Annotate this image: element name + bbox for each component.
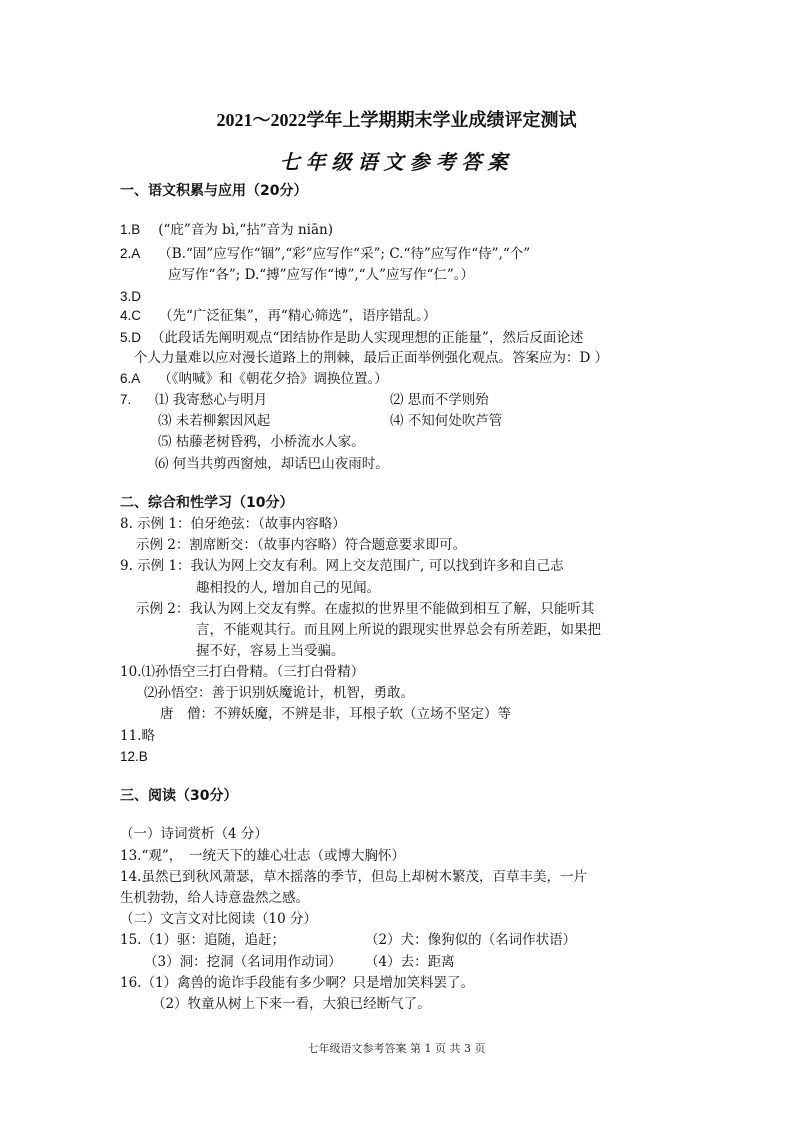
answer-15-1: 15.（1）驱：追随，追赶； (120, 932, 286, 948)
section-heading-3: 三、阅读（30分） (120, 788, 238, 804)
answer-16-1: 16.（1）禽兽的诡诈手段能有多少啊？只是增加笑料罢了。 (120, 975, 475, 991)
answer-2: 2.A （B.“固”应写作“锢”,“彩”应写作“采”; C.“待”应写作“侍”,“个” (120, 246, 531, 262)
answer-4: 4.C （先“广泛征集”，再“精心筛选”，语序错乱。） (120, 308, 437, 324)
answer-7-2: ⑵ 思而不学则殆 (390, 392, 489, 408)
answer-7-3: ⑶ 未若柳絮因风起 (158, 413, 271, 429)
answer-7-1: ⑴ 我寄愁心与明月 (155, 392, 268, 408)
document-subtitle: 七年级语文参考答案 (279, 150, 514, 174)
answer-14-continued: 生机勃勃，给人诗意盎然之感。 (120, 890, 309, 906)
subsection-poetry: （一）诗词赏析（4 分） (120, 826, 268, 842)
answer-6: 6.A （《呐喊》和《朝花夕拾》调换位置。） (120, 371, 388, 387)
answer-3: 3.D (120, 289, 142, 304)
answer-15-4: （4）去：距离 (365, 954, 455, 970)
document-title: 2021～2022学年上学期期末学业成绩评定测试 (216, 110, 577, 130)
answer-9-example-1: 9. 示例 1：我认为网上交友有利。网上交友范围广, 可以找到许多和自己志 (120, 558, 564, 574)
answer-8-example-1: 8. 示例 1：伯牙绝弦：（故事内容略） (120, 516, 346, 532)
answer-13: 13.“观”， 一统天下的雄心壮志（或博大胸怀） (120, 848, 406, 864)
answer-9-example-2-cont1: 言，不能观其行。而且网上所说的跟现实世界总会有所差距，如果把 (196, 622, 601, 638)
answer-14: 14.虽然已到秋风萧瑟，草木摇落的季节，但岛上却树木繁茂，百草丰美，一片 (120, 869, 587, 885)
page-footer: 七年级语文参考答案 第 1 页 共 3 页 (307, 1042, 486, 1055)
answer-10-1: 10.⑴孙悟空三打白骨精。（三打白骨精） (120, 664, 365, 680)
section-heading-2: 二、综合和性学习（10分） (120, 495, 294, 511)
answer-9-example-1-cont: 趣相投的人, 增加自己的见闻。 (196, 580, 381, 596)
answer-16-2: （2）牧童从树上下来一看，大狼已经断气了。 (152, 996, 431, 1012)
answer-8-example-2: 示例 2：割席断交：（故事内容略）符合题意要求即可。 (136, 537, 467, 553)
answer-7-5: ⑸ 枯藤老树昏鸦，小桥流水人家。 (158, 434, 365, 450)
answer-15-3: （3）洞：挖洞（名词用作动词） (144, 954, 342, 970)
answer-7-number: 7. (120, 392, 132, 407)
answer-7-6: ⑹ 何当共剪西窗烛，却话巴山夜雨时。 (155, 456, 389, 472)
answer-1: 1.B (“庇”音为 bì,“拈”音为 niān) (120, 222, 333, 238)
answer-10-2-tangseng: 唐 僧：不辨妖魔，不辨是非，耳根子软（立场不坚定）等 (160, 706, 511, 722)
answer-5: 5.D （此段话先阐明观点“团结协作是助人实现理想的正能量”，然后反面论述 (120, 330, 584, 346)
answer-12: 12.B (120, 749, 148, 764)
answer-15-2: （2）犬：像狗似的（名词作状语） (365, 932, 577, 948)
answer-11: 11.略 (120, 728, 155, 744)
answer-2-continued: 应写作“各”; D.“搏”应写作“博”,“人”应写作“仁”。） (168, 267, 475, 283)
subsection-classical: （二）文言文对比阅读（10 分） (120, 911, 317, 927)
answer-5-continued: 个人力量难以应对漫长道路上的荆棘，最后正面举例强化观点。答案应为：D ） (134, 350, 609, 366)
answer-9-example-2-cont2: 握不好，容易上当受骗。 (196, 643, 345, 659)
answer-9-example-2: 示例 2：我认为网上交友有弊。在虚拟的世界里不能做到相互了解，只能听其 (136, 601, 595, 617)
answer-7-4: ⑷ 不知何处吹芦管 (390, 413, 503, 429)
answer-10-2-wukong: ⑵孙悟空：善于识别妖魔诡计，机智，勇敢。 (144, 685, 414, 701)
section-heading-1: 一、语文积累与应用（20分） (120, 183, 308, 199)
